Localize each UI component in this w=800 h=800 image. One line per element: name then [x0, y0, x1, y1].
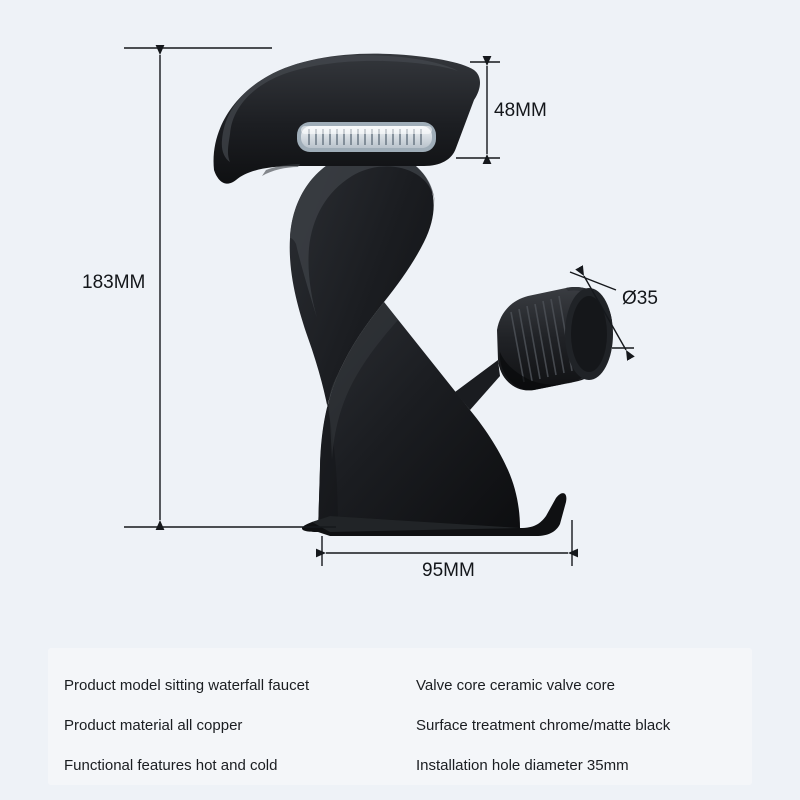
- dimension-label-width: 95MM: [422, 560, 475, 581]
- spec-item: Installation hole diameter 35mm: [416, 757, 629, 774]
- faucet-spout: [214, 54, 480, 184]
- spec-item: Valve core ceramic valve core: [416, 677, 615, 694]
- dimension-label-spout-height: 48MM: [494, 100, 547, 121]
- dimension-label-height: 183MM: [82, 272, 146, 293]
- spec-item: Product material all copper: [64, 717, 243, 734]
- dimension-label-diameter: Ø35: [622, 288, 658, 309]
- spec-column-right: [400, 648, 752, 785]
- spec-item: Surface treatment chrome/matte black: [416, 717, 671, 734]
- spec-item: Product model sitting waterfall faucet: [64, 677, 310, 694]
- faucet-handle: [497, 287, 613, 390]
- specification-panel: [48, 648, 752, 785]
- faucet-body-shape: [290, 150, 520, 532]
- spec-column-left: [48, 648, 400, 785]
- waterfall-aerator: [297, 122, 436, 152]
- spec-item: Functional features hot and cold: [64, 757, 278, 774]
